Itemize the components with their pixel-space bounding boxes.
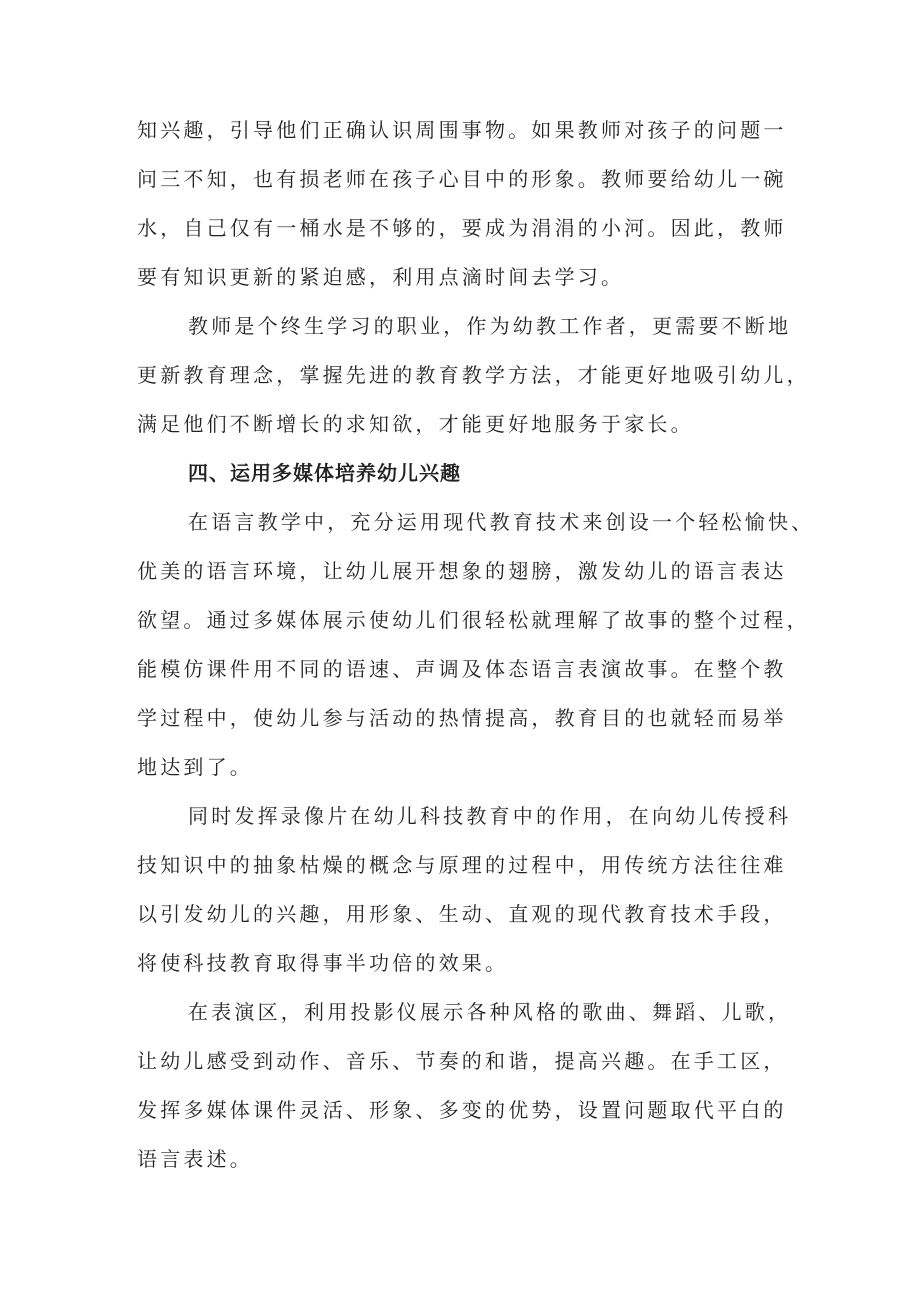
paragraph-line: 更新教育理念，掌握先进的教育教学方法，才能更好地吸引幼儿， xyxy=(137,363,810,387)
paragraph-line: 教师是个终生学习的职业，作为幼教工作者，更需要不断地 xyxy=(188,314,792,338)
section-heading: 四、运用多媒体培养幼儿兴趣 xyxy=(188,461,461,485)
paragraph-line: 学过程中，使幼儿参与活动的热情提高，教育目的也就轻而易举 xyxy=(137,706,787,730)
paragraph-line: 能模仿课件用不同的语速、声调及体态语言表演故事。在整个教 xyxy=(137,657,787,681)
paragraph-line: 优美的语言环境，让幼儿展开想象的翅膀，激发幼儿的语言表达 xyxy=(137,559,787,583)
paragraph-line: 发挥多媒体课件灵活、形象、多变的优势，设置问题取代平白的 xyxy=(137,1098,787,1122)
paragraph-line: 技知识中的抽象枯燥的概念与原理的过程中，用传统方法往往难 xyxy=(137,853,787,877)
paragraph-line: 水，自己仅有一桶水是不够的，要成为涓涓的小河。因此，教师 xyxy=(137,216,787,240)
paragraph-line: 以引发幼儿的兴趣，用形象、生动、直观的现代教育技术手段， xyxy=(137,902,787,926)
paragraph-line: 地达到了。 xyxy=(137,755,253,779)
paragraph-line: 在表演区，利用投影仪展示各种风格的歌曲、舞蹈、儿歌， xyxy=(188,1000,792,1024)
paragraph-line: 语言表述。 xyxy=(137,1147,253,1171)
paragraph-line: 让幼儿感受到动作、音乐、节奏的和谐，提高兴趣。在手工区， xyxy=(137,1049,787,1073)
paragraph-line: 知兴趣，引导他们正确认识周围事物。如果教师对孩子的问题一 xyxy=(137,118,787,142)
paragraph-line: 问三不知，也有损老师在孩子心目中的形象。教师要给幼儿一碗 xyxy=(137,167,787,191)
paragraph-line: 满足他们不断增长的求知欲，才能更好地服务于家长。 xyxy=(137,412,694,436)
paragraph-line: 欲望。通过多媒体展示使幼儿们很轻松就理解了故事的整个过程， xyxy=(137,608,810,632)
paragraph-line: 要有知识更新的紧迫感，利用点滴时间去学习。 xyxy=(137,265,625,289)
paragraph-line: 同时发挥录像片在幼儿科技教育中的作用，在向幼儿传授科 xyxy=(188,804,792,828)
paragraph-line: 将使科技教育取得事半功倍的效果。 xyxy=(137,951,509,975)
paragraph-line: 在语言教学中，充分运用现代教育技术来创设一个轻松愉快、 xyxy=(188,510,815,534)
